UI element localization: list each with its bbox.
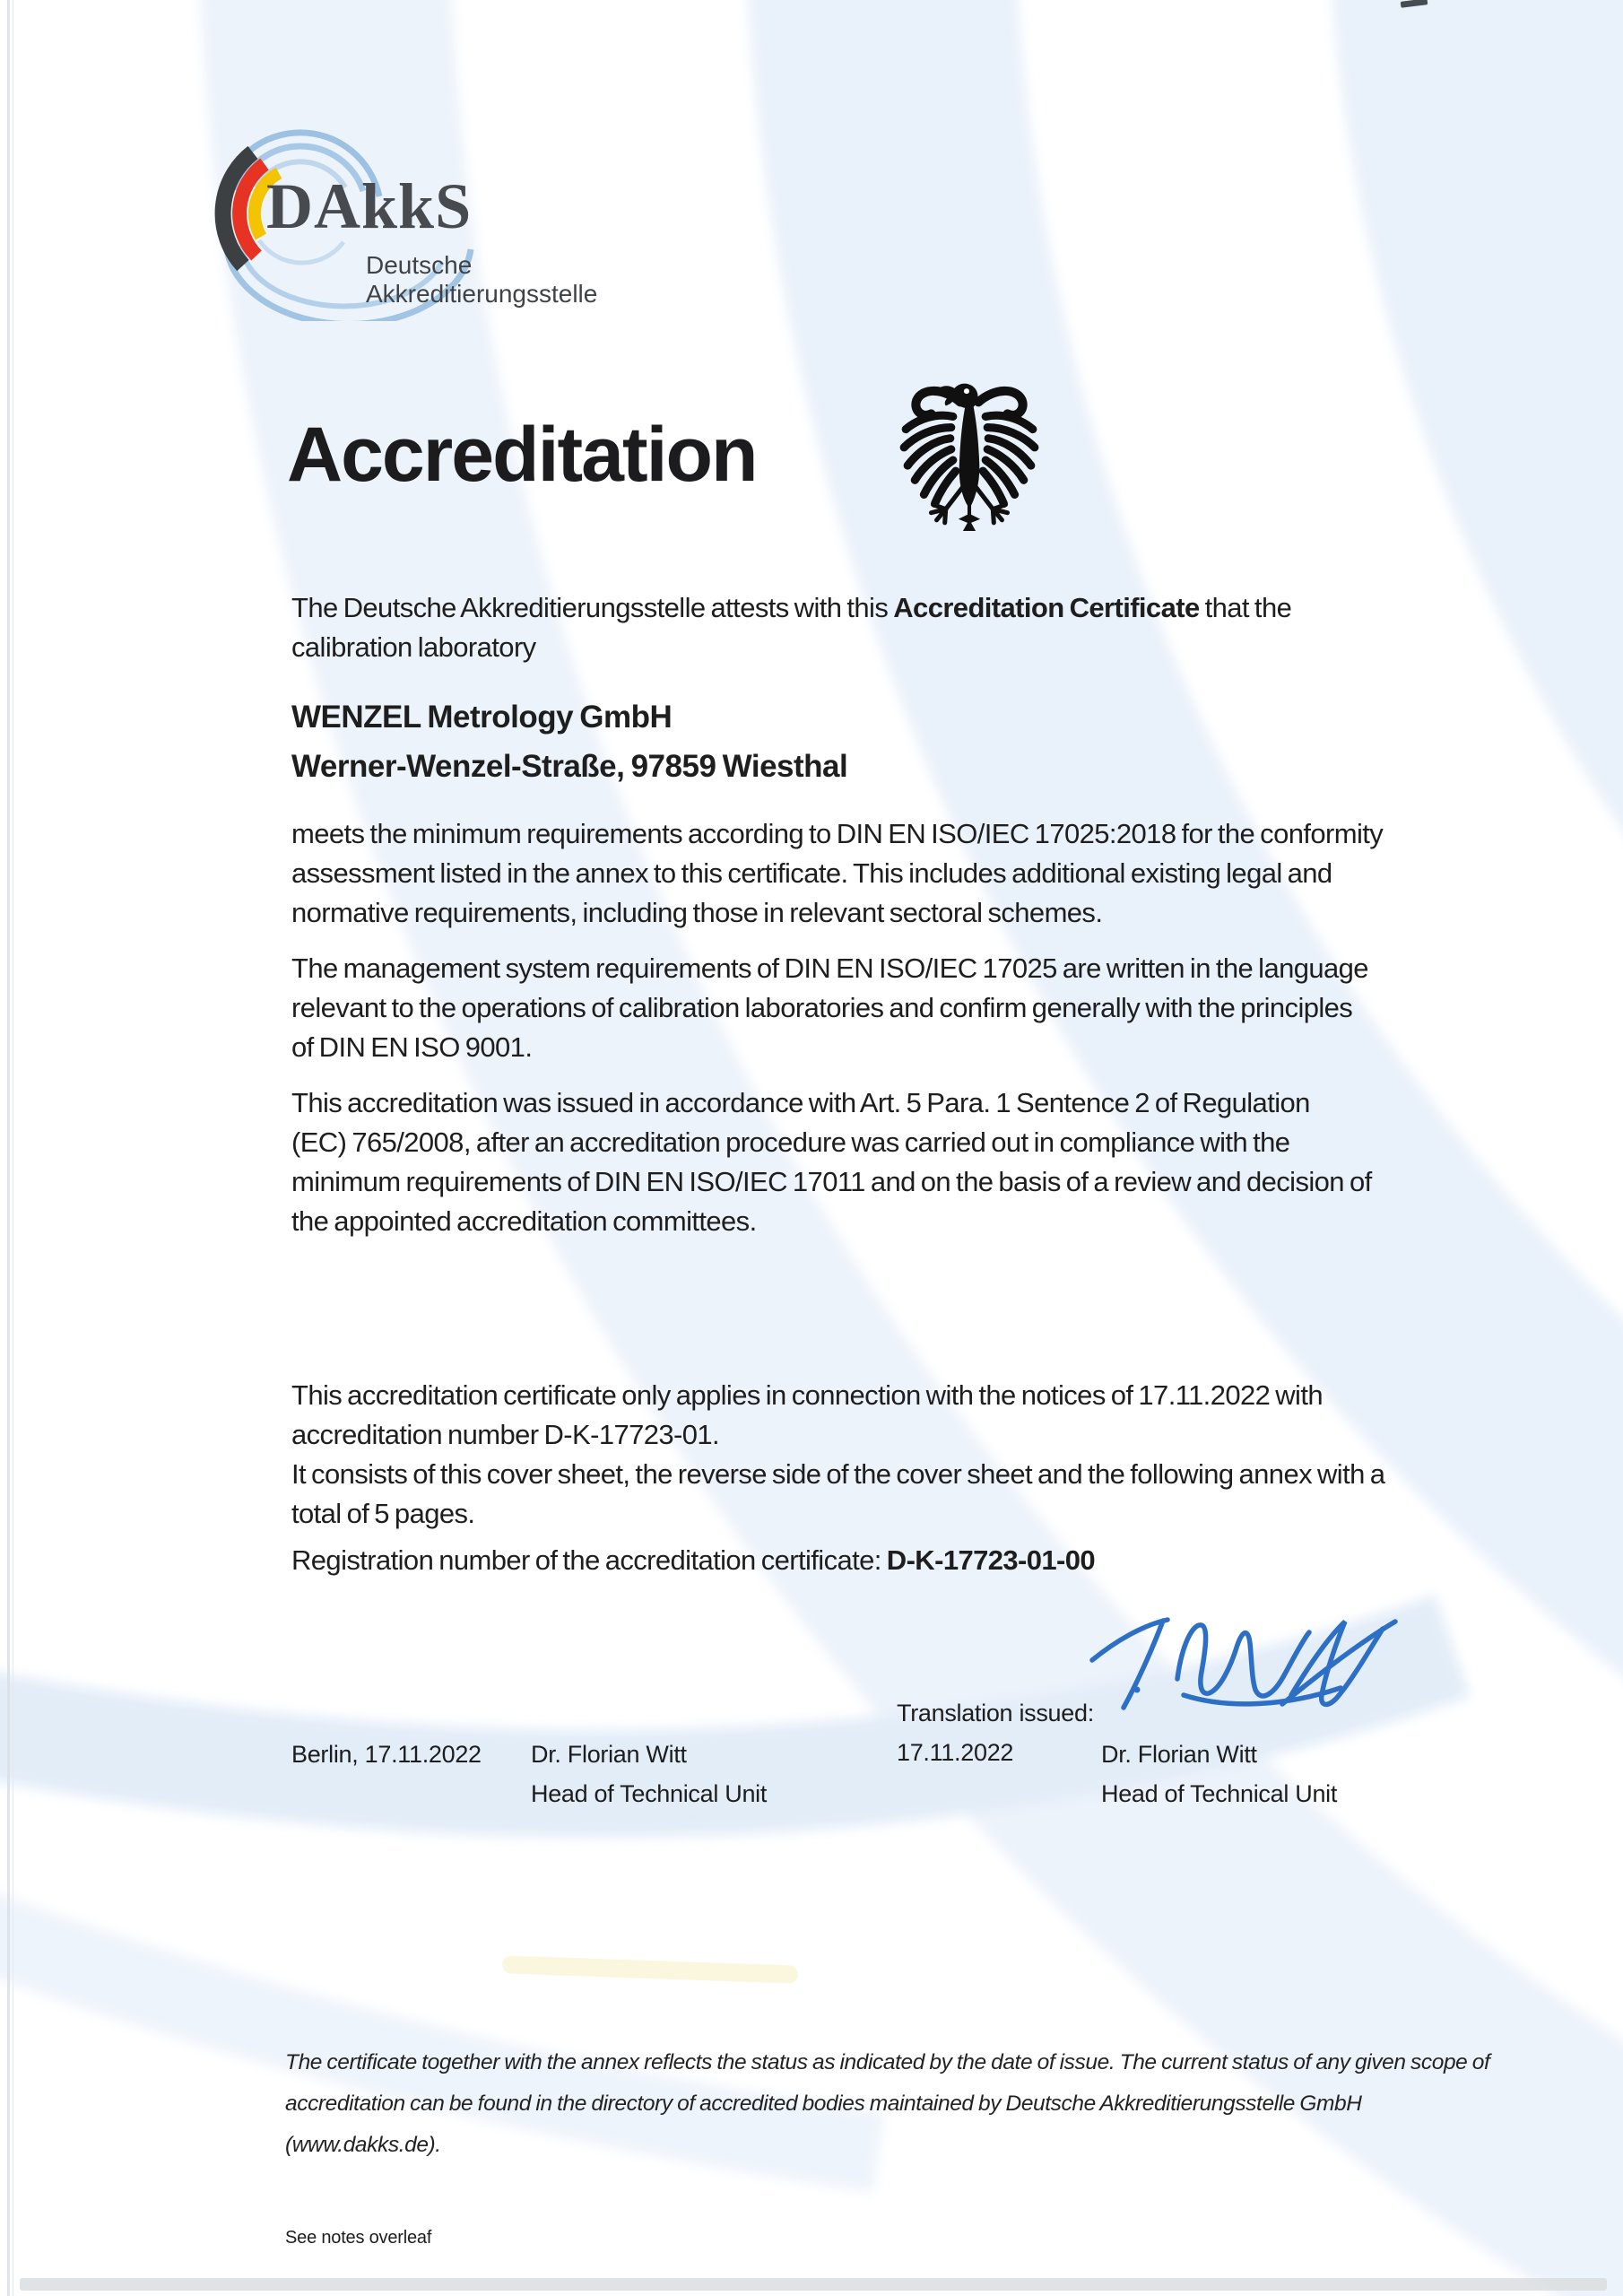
translation-label: Translation issued:: [897, 1700, 1094, 1726]
company-name: WENZEL Metrology GmbH: [291, 700, 673, 735]
footer-note: See notes overleaf: [285, 2228, 432, 2248]
paragraph-management: The management system requirements of DIN EN ISO/IEC 17025 are written in the language relevant to the operations of calibration laboratories and confirm generally with the principles of DIN EN ISO 9001.: [291, 952, 1368, 1063]
intro-line1: The Deutsche Akkreditierungsstelle attests with this Accreditation Certificate that the: [291, 592, 1292, 623]
footer-disclaimer: The certificate together with the annex reflects the status as indicated by the date of issue. The current status of any given scope of accreditation can be found in the directory of accredited bodies maintained by Deutsche Akkreditierungsstelle GmbH (www.dakks.de).: [285, 2050, 1490, 2157]
signer-left-role: Head of Technical Unit: [531, 1780, 768, 1807]
signer-left: [531, 1735, 767, 1813]
logo-subtitle-line1: Deutsche: [366, 251, 473, 279]
paragraph-issuance: This accreditation was issued in accordance with Art. 5 Para. 1 Sentence 2 of Regulation (EC) 765/2008, after an accreditation procedure was carried out in compliance with the minimum requirements of DIN EN ISO/IEC 17011 and on the basis of a review and decision of the appointed accreditation committees.: [291, 1087, 1372, 1237]
scan-edge-line: [7, 0, 10, 2296]
signer-left-name: Dr. Florian Witt: [531, 1741, 687, 1768]
intro-line2: calibration laboratory: [291, 631, 536, 663]
paragraph-requirements: meets the minimum requirements according to DIN EN ISO/IEC 17025:2018 for the conformity assessment listed in the annex to this certificate. This includes additional existing legal and normative requirements, including those in relevant sectoral schemes.: [291, 818, 1384, 928]
dakks-wordmark: DAkkS: [266, 170, 473, 242]
translation-date: 17.11.2022: [897, 1739, 1014, 1766]
signer-right-role: Head of Technical Unit: [1101, 1780, 1338, 1807]
federal-eagle-icon: [897, 380, 1042, 535]
translation-block: [897, 1693, 1094, 1772]
intro-paragraph: [291, 592, 1291, 671]
registration-number-line: [291, 1544, 1095, 1584]
signer-right: [1101, 1735, 1337, 1813]
dakks-logo: [202, 115, 632, 330]
logo-subtitle-line2: Akkreditierungsstelle: [366, 280, 598, 308]
bold-certificate-phrase: Accreditation Certificate: [893, 592, 1200, 623]
company-block: [291, 700, 847, 798]
registration-label: Registration number of the accreditation certificate:: [291, 1544, 887, 1576]
page-title: Accreditation: [287, 412, 757, 498]
place-date: Berlin, 17.11.2022: [291, 1741, 482, 1768]
handwritten-signature: [1067, 1589, 1426, 1737]
company-address: Werner-Wenzel-Straße, 97859 Wiesthal: [291, 749, 848, 784]
registration-number: D-K-17723-01-00: [886, 1544, 1096, 1576]
paragraph-validity: This accreditation certificate only applies in connection with the notices of 17.11.2022 with accreditation number D-K-17723-01. It consists of this cover sheet, the reverse side of the cover sheet and the following annex with a total of 5 pages.: [291, 1379, 1385, 1529]
scan-bottom-shadow: [20, 2278, 1607, 2291]
signer-right-name: Dr. Florian Witt: [1101, 1741, 1257, 1768]
